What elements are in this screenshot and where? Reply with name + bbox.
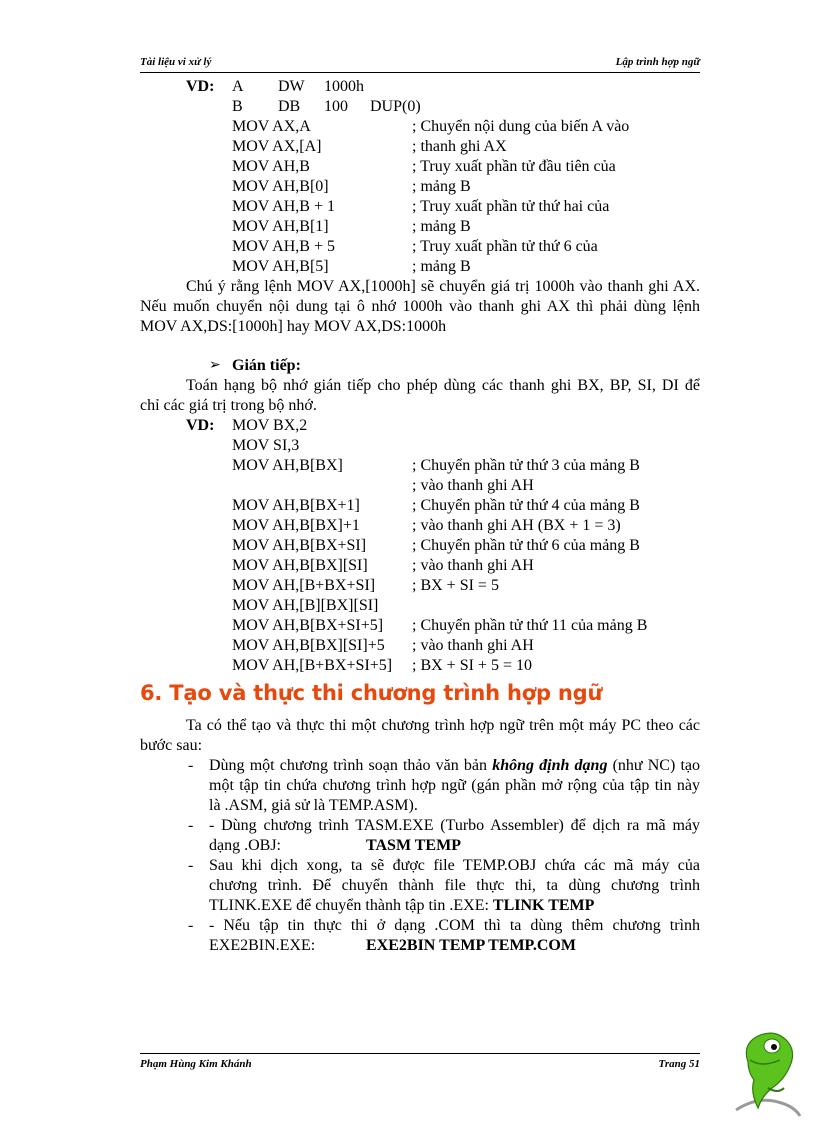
- code-instruction: MOV AH,[B+BX+SI+5]: [232, 657, 393, 674]
- code-instruction: MOV AH,B[BX+SI+5]: [232, 617, 384, 634]
- intro-line: bước sau:: [140, 737, 203, 754]
- decl-name: B: [232, 98, 243, 115]
- code-comment: ; thanh ghi AX: [412, 138, 507, 155]
- code-instruction: MOV AH,[B+BX+SI]: [232, 577, 376, 594]
- command-text: TLINK TEMP: [492, 897, 595, 914]
- footer-rule: [140, 1053, 700, 1054]
- decl-name: A: [232, 78, 244, 95]
- code-comment: ; mảng B: [412, 258, 471, 275]
- dash-bullet: -: [188, 857, 194, 874]
- dash-bullet: -: [188, 757, 194, 774]
- code-instruction: MOV AH,B[BX]+1: [232, 517, 360, 534]
- code-instruction: MOV AH,B: [232, 158, 310, 175]
- code-comment: ; vào thanh ghi AH (BX + 1 = 3): [412, 517, 621, 534]
- code-comment: ; Chuyển nội dung của biến A vào: [412, 118, 630, 135]
- page-footer: [140, 1058, 700, 1072]
- page-number: Trang 51: [658, 1058, 700, 1070]
- bullet4-line1: - Nếu tập tin thực thi ở dạng .COM thì ta dùng thêm chương trình: [209, 917, 700, 934]
- lizard-mascot-icon: [728, 1022, 806, 1118]
- bullet3-line3: TLINK.EXE để chuyển thành tập tin .EXE: TLINK TEMP: [209, 897, 595, 914]
- code-instruction: MOV AH,B[0]: [232, 178, 329, 195]
- code-instruction: MOV AH,B[BX][SI]: [232, 557, 368, 574]
- header-right: Lập trình hợp ngữ: [615, 56, 700, 68]
- code-comment: ; Chuyển phần tử thứ 11 của mảng B: [412, 617, 648, 634]
- emphasis-text: không định dạng: [492, 757, 608, 774]
- bullet1-line2: một tập tin chứa chương trình hợp ngữ (gán phần mở rộng của tập tin này: [209, 777, 700, 794]
- header-rule: [140, 72, 700, 73]
- code-comment: ; Chuyển phần tử thứ 6 của mảng B: [412, 537, 640, 554]
- bullet4-line2: EXE2BIN.EXE:: [209, 937, 316, 954]
- dash-bullet: -: [188, 917, 194, 934]
- bullet2-line2: dạng .OBJ:: [209, 837, 281, 854]
- dash-bullet: -: [188, 817, 194, 834]
- header-left: Tài liệu vi xử lý: [140, 56, 212, 68]
- code-instruction: MOV AH,B[1]: [232, 218, 329, 235]
- code-comment: ; Truy xuất phần tử thứ hai của: [412, 198, 610, 215]
- indirect-para-line: Toán hạng bộ nhớ gián tiếp cho phép dùng các thanh ghi BX, BP, SI, DI để: [186, 377, 700, 394]
- code-instruction: MOV AX,A: [232, 118, 311, 135]
- note-line: Nếu muốn chuyển nội dung tại ô nhớ 1000h vào thanh ghi AX thì phải dùng lệnh: [140, 298, 700, 315]
- section-heading: 6. Tạo và thực thi chương trình hợp ngữ: [140, 681, 603, 705]
- decl-dup: DUP(0): [370, 98, 421, 115]
- decl-type: DW: [278, 78, 305, 95]
- intro-line: Ta có thể tạo và thực thi một chương trình hợp ngữ trên một máy PC theo các: [186, 717, 700, 734]
- code-instruction: MOV AH,B + 5: [232, 238, 335, 255]
- code-comment: ; vào thanh ghi AH: [412, 557, 534, 574]
- code-comment: ; mảng B: [412, 218, 471, 235]
- code-comment: ; Truy xuất phần tử thứ 6 của: [412, 238, 598, 255]
- decl-value: 1000h: [324, 78, 364, 95]
- arrow-bullet-icon: ➢: [209, 358, 221, 373]
- code-comment: ; Chuyển phần tử thứ 3 của mảng B: [412, 457, 640, 474]
- code-instruction: MOV AH,B[5]: [232, 258, 329, 275]
- bullet1-line3: là .ASM, giả sử là TEMP.ASM).: [209, 797, 418, 814]
- code-instruction: MOV SI,3: [232, 437, 300, 454]
- bullet3-line2: chương trình. Để chuyển thành file thực thi, ta dùng chương trình: [209, 877, 700, 894]
- vd-label: VD:: [186, 78, 215, 95]
- code-comment: ; Truy xuất phần tử đầu tiên của: [412, 158, 616, 175]
- code-instruction: MOV AH,B[BX]: [232, 457, 343, 474]
- code-instruction: MOV AX,[A]: [232, 138, 322, 155]
- command-text: TASM TEMP: [366, 837, 461, 854]
- code-instruction: MOV AH,B[BX+SI]: [232, 537, 367, 554]
- code-instruction: MOV BX,2: [232, 417, 308, 434]
- footer-author: Phạm Hùng Kim Khánh: [140, 1058, 252, 1070]
- code-comment: ; BX + SI + 5 = 10: [412, 657, 532, 674]
- decl-type: DB: [278, 98, 301, 115]
- decl-value: 100: [324, 98, 348, 115]
- code-comment: ; BX + SI = 5: [412, 577, 499, 594]
- code-instruction: MOV AH,B[BX][SI]+5: [232, 637, 385, 654]
- note-line: MOV AX,DS:[1000h] hay MOV AX,DS:1000h: [140, 318, 447, 335]
- code-comment: ; vào thanh ghi AH: [412, 477, 534, 494]
- page-header: [140, 56, 700, 70]
- indirect-heading: Gián tiếp:: [232, 357, 301, 374]
- code-instruction: MOV AH,B + 1: [232, 198, 335, 215]
- command-text: EXE2BIN TEMP TEMP.COM: [366, 937, 576, 954]
- bullet2-line1: - Dùng chương trình TASM.EXE (Turbo Assembler) để dịch ra mã máy: [209, 817, 700, 834]
- code-instruction: MOV AH,B[BX+1]: [232, 497, 360, 514]
- bullet3-line1: Sau khi dịch xong, ta sẽ được file TEMP.OBJ chứa các mã máy của: [209, 857, 700, 874]
- code-instruction: MOV AH,[B][BX][SI]: [232, 597, 379, 614]
- code-comment: ; mảng B: [412, 178, 471, 195]
- bullet1-line1: Dùng một chương trình soạn thảo văn bản không định dạng (như NC) tạo: [209, 757, 701, 774]
- indirect-para-line: chỉ các giá trị trong bộ nhớ.: [140, 397, 317, 414]
- code-comment: ; Chuyển phần tử thứ 4 của mảng B: [412, 497, 640, 514]
- code-comment: ; vào thanh ghi AH: [412, 637, 534, 654]
- vd-label: VD:: [186, 417, 215, 434]
- note-line: Chú ý rằng lệnh MOV AX,[1000h] sẽ chuyển giá trị 1000h vào thanh ghi AX.: [186, 278, 700, 295]
